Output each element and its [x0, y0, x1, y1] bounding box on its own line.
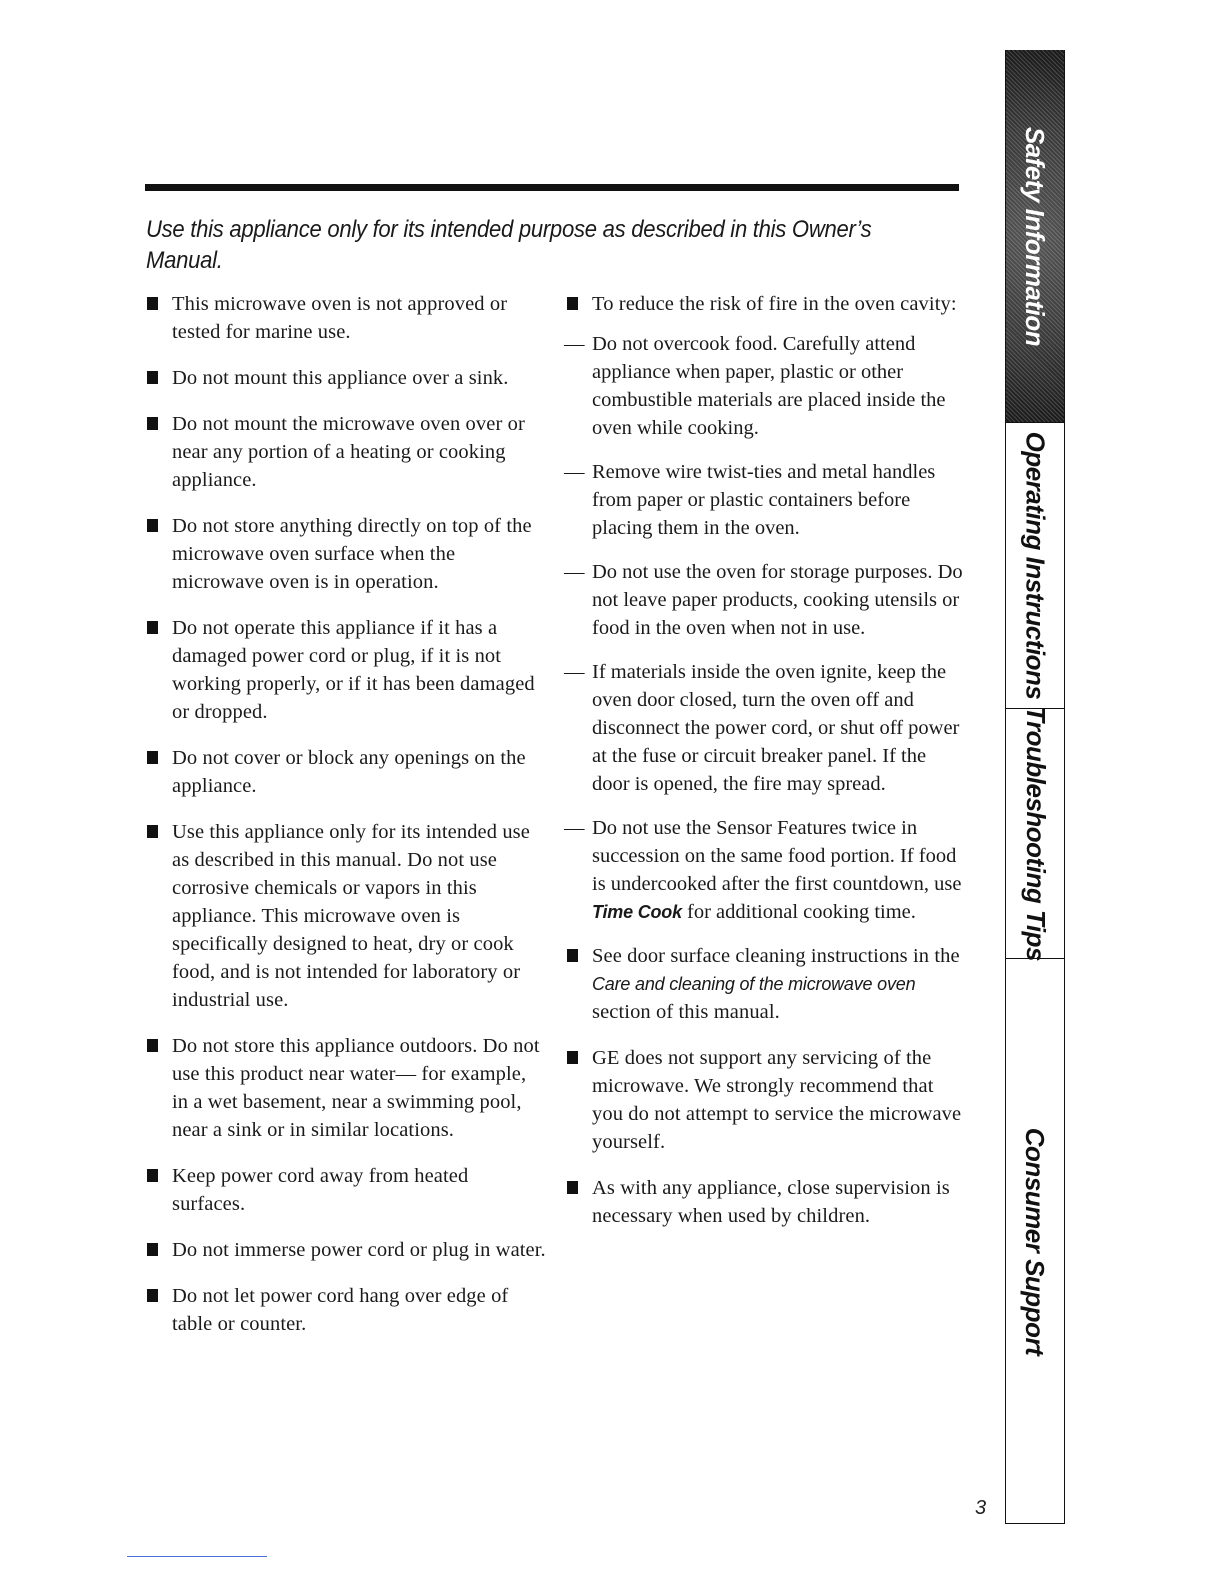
list-item: Do not operate this appliance if it has a damaged power cord or plug, if it is not working properly, or if it has been damaged or dropped.: [146, 614, 546, 726]
sub-item: — Do not overcook food. Carefully attend appliance when paper, plastic or other combustible materials are placed inside the oven while cooking.: [564, 333, 946, 439]
list-item: See door surface cleaning instructions in the Care and cleaning of the microwave oven section of this manual.: [566, 942, 966, 1026]
square-bullet-icon: [567, 949, 578, 962]
list-item: Keep power cord away from heated surfaces.: [146, 1162, 546, 1218]
square-bullet-icon: [147, 519, 158, 532]
page-number: 3: [975, 1497, 987, 1519]
square-bullet-icon: [147, 417, 158, 430]
left-column: [146, 290, 546, 1356]
section-sidebar: [1005, 50, 1065, 1524]
list-item-fire-risk: To reduce the risk of fire in the oven cavity:: [566, 290, 966, 318]
tab-consumer-support[interactable]: Consumer Support: [1006, 958, 1064, 1524]
list-item: Do not cover or block any openings on the appliance.: [146, 744, 546, 800]
square-bullet-icon: [567, 1051, 578, 1064]
list-item: Do not let power cord hang over edge of table or counter.: [146, 1282, 546, 1338]
sub-item: — If materials inside the oven ignite, keep the oven door closed, turn the oven off and disconnect the power cord, or shut off power at the fuse or circuit breaker panel. If the door is opened, the fire may spread.: [564, 661, 960, 795]
list-item: As with any appliance, close supervision is necessary when used by children.: [566, 1174, 966, 1230]
sub-item: — Remove wire twist-ties and metal handles from paper or plastic containers before placing them in the oven.: [564, 461, 936, 539]
square-bullet-icon: [567, 297, 578, 310]
right-column: [566, 290, 966, 1248]
list-item: Use this appliance only for its intended use as described in this manual. Do not use corrosive chemicals or vapors in this appliance. This microwave oven is specifically designed to heat, dry or cook food, and is not intended for laboratory or industrial use.: [146, 818, 546, 1014]
header-rule: [145, 184, 959, 191]
square-bullet-icon: [147, 751, 158, 764]
square-bullet-icon: [147, 1039, 158, 1052]
footer-link-underline: [127, 1556, 267, 1557]
tab-safety-information[interactable]: Safety Information: [1006, 50, 1064, 422]
list-item: Do not immerse power cord or plug in water.: [146, 1236, 546, 1264]
list-item: This microwave oven is not approved or tested for marine use.: [146, 290, 546, 346]
time-cook-term: Time Cook: [592, 902, 682, 922]
sub-item-sensor: — Do not use the Sensor Features twice in succession on the same food portion. If food is undercooked after the first countdown, use Time Cook for additional cooking time.: [564, 817, 962, 923]
square-bullet-icon: [147, 1289, 158, 1302]
list-item: Do not store anything directly on top of the microwave oven surface when the microwave oven is in operation.: [146, 512, 546, 596]
square-bullet-icon: [147, 1169, 158, 1182]
tab-troubleshooting-tips[interactable]: Troubleshooting Tips: [1006, 708, 1064, 958]
list-item: Do not store this appliance outdoors. Do not use this product near water— for example, in a wet basement, near a swimming pool, near a sink or in similar locations.: [146, 1032, 546, 1144]
list-item: Do not mount the microwave oven over or near any portion of a heating or cooking appliance.: [146, 410, 546, 494]
tab-operating-instructions[interactable]: Operating Instructions: [1006, 422, 1064, 708]
square-bullet-icon: [147, 297, 158, 310]
square-bullet-icon: [147, 621, 158, 634]
square-bullet-icon: [147, 825, 158, 838]
square-bullet-icon: [567, 1181, 578, 1194]
square-bullet-icon: [147, 1243, 158, 1256]
square-bullet-icon: [147, 371, 158, 384]
list-item: Do not mount this appliance over a sink.: [146, 364, 546, 392]
sub-item: — Do not use the oven for storage purposes. Do not leave paper products, cooking utensils or food in the oven when not in use.: [564, 561, 963, 639]
care-cleaning-reference: Care and cleaning of the microwave oven: [592, 974, 916, 994]
list-item: GE does not support any servicing of the microwave. We strongly recommend that you do not attempt to service the microwave yourself.: [566, 1044, 966, 1156]
intro-heading: Use this appliance only for its intended purpose as described in this Owner’s Manual.: [146, 216, 872, 274]
